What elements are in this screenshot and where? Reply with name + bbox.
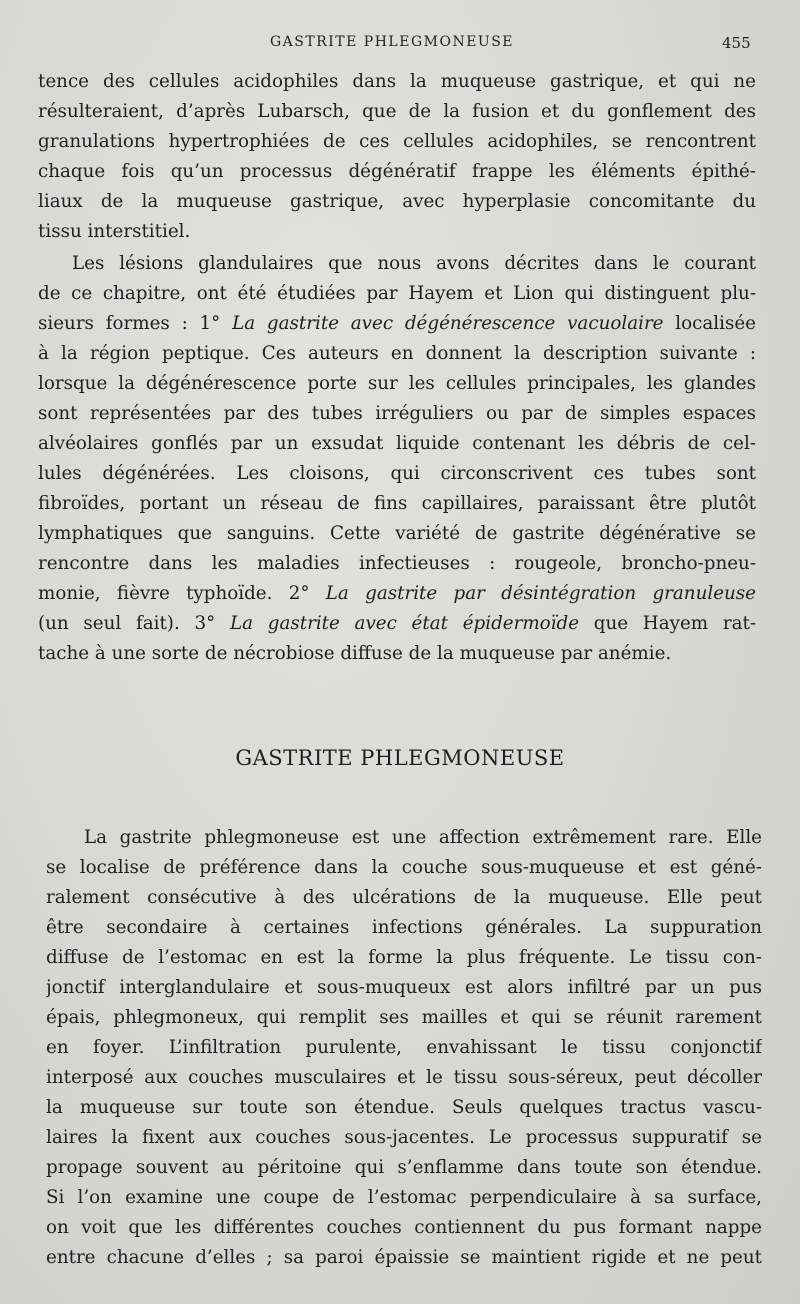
- running-title: GASTRITE PHLEGMONEUSE: [270, 34, 515, 50]
- text-line-with-italic: [38, 310, 756, 338]
- text-line: diffuse de l’estomac en est la forme la plus fréquente. Le tissu con-: [46, 947, 762, 968]
- text-line: se localise de préférence dans la couche sous-muqueuse et est géné-: [46, 857, 762, 878]
- text-line: granulations hypertrophiées de ces cellules acidophiles, se rencontrent: [38, 131, 756, 152]
- text-line: tissu interstitiel.: [38, 221, 191, 242]
- text-line: être secondaire à certaines infections générales. La suppuration: [46, 917, 762, 938]
- text-line: interposé aux couches musculaires et le tissu sous-séreux, peut décoller: [46, 1067, 762, 1088]
- paragraph-start-line: Les lésions glandulaires que nous avons décrites dans le courant: [72, 253, 756, 274]
- italic-run: La gastrite avec dégénérescence vacuolaire: [232, 313, 664, 334]
- text-run: sieurs formes : 1°: [38, 313, 233, 334]
- text-line: chaque fois qu’un processus dégénératif frappe les éléments épithé-: [38, 161, 756, 182]
- text-run: que Hayem rat-: [579, 613, 756, 634]
- page-number: 455: [722, 34, 751, 52]
- text-line: fibroïdes, portant un réseau de fins capillaires, paraissant être plutôt: [38, 493, 756, 514]
- text-line: Si l’on examine une coupe de l’estomac perpendiculaire à sa surface,: [46, 1187, 762, 1208]
- text-line: lorsque la dégénérescence porte sur les cellules principales, les glandes: [38, 373, 756, 394]
- text-line: en foyer. L’infiltration purulente, envahissant le tissu conjonctif: [46, 1037, 762, 1058]
- text-line: alvéolaires gonflés par un exsudat liquide contenant les débris de cel-: [38, 433, 756, 454]
- text-run: localisée: [663, 313, 756, 334]
- text-line: de ce chapitre, ont été étudiées par Hayem et Lion qui distinguent plu-: [38, 283, 756, 304]
- text-line: jonctif interglandulaire et sous-muqueux est alors infiltré par un pus: [46, 977, 762, 998]
- text-line: épais, phlegmoneux, qui remplit ses mailles et qui se réunit rarement: [46, 1007, 762, 1028]
- text-line: on voit que les différentes couches contiennent du pus formant nappe: [46, 1217, 762, 1238]
- text-line: laires la fixent aux couches sous-jacentes. Le processus suppuratif se: [46, 1127, 762, 1148]
- text-line: à la région peptique. Ces auteurs en donnent la description suivante :: [38, 343, 756, 364]
- text-line-with-italic: [38, 580, 756, 608]
- text-line: résulteraient, d’après Lubarsch, que de la fusion et du gonflement des: [38, 101, 756, 122]
- text-line: lymphatiques que sanguins. Cette variété de gastrite dégénérative se: [38, 523, 756, 544]
- text-line: la muqueuse sur toute son étendue. Seuls quelques tractus vascu-: [46, 1097, 762, 1118]
- text-run: monie, fièvre typhoïde. 2°: [38, 583, 326, 604]
- text-line: liaux de la muqueuse gastrique, avec hyperplasie concomitante du: [38, 191, 756, 212]
- text-run: (un seul fait). 3°: [38, 613, 230, 634]
- section-title: GASTRITE PHLEGMONEUSE: [235, 746, 565, 770]
- running-head: [0, 34, 800, 56]
- text-line-with-italic: [38, 610, 756, 638]
- text-line: lules dégénérées. Les cloisons, qui circonscrivent ces tubes sont: [38, 463, 756, 484]
- italic-run: La gastrite par désintégration granuleuse: [325, 583, 756, 604]
- text-line: tence des cellules acidophiles dans la muqueuse gastrique, et qui ne: [38, 71, 756, 92]
- text-line: entre chacune d’elles ; sa paroi épaissie se maintient rigide et ne peut: [46, 1247, 762, 1268]
- italic-run: La gastrite avec état épidermoïde: [229, 613, 580, 634]
- text-line: rencontre dans les maladies infectieuses : rougeole, broncho-pneu-: [38, 553, 756, 574]
- text-line: propage souvent au péritoine qui s’enflamme dans toute son étendue.: [46, 1157, 762, 1178]
- text-line: ralement consécutive à des ulcérations de la muqueuse. Elle peut: [46, 887, 762, 908]
- text-line: tache à une sorte de nécrobiose diffuse de la muqueuse par anémie.: [38, 643, 672, 664]
- paragraph-start-line: La gastrite phlegmoneuse est une affection extrêmement rare. Elle: [84, 827, 762, 848]
- text-line: sont représentées par des tubes irréguliers ou par de simples espaces: [38, 403, 756, 424]
